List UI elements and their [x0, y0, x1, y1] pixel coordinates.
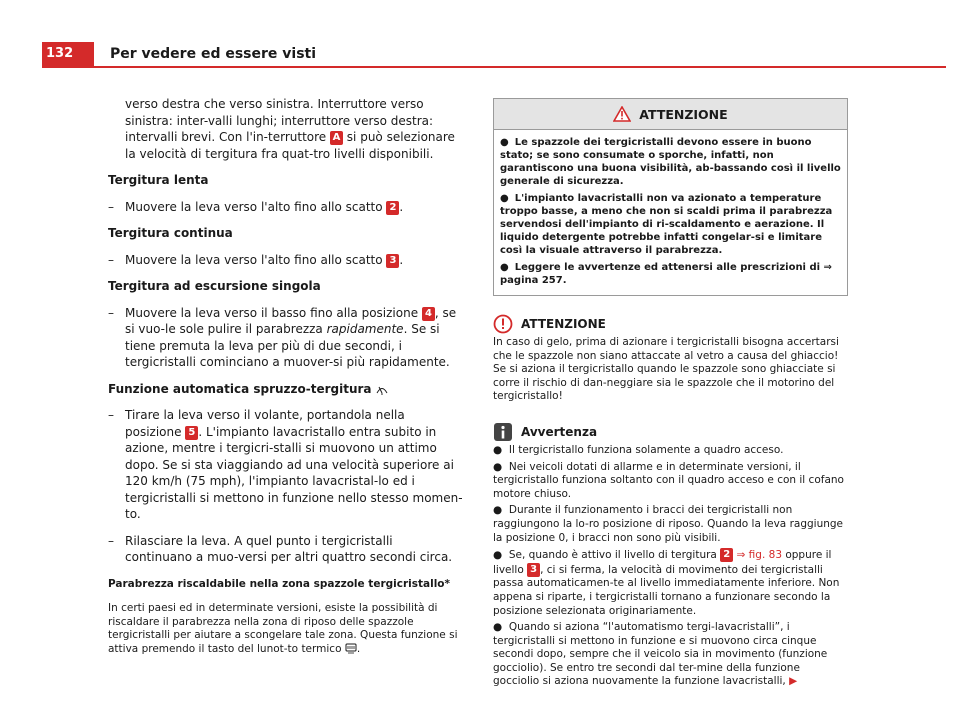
- heated-windscreen-text: In certi paesi ed in determinate versioni, esiste la possibilità di riscaldare il parabrezza nella zona di riposo delle spazzole tergicristalli per aiutare a scongelare tale zona. Questa funzione si attiva premendo il tasto del lunot-to termico .: [108, 602, 458, 655]
- note-item-text: oppure il livello: [493, 549, 832, 576]
- auto-wash-heading: [108, 381, 463, 398]
- release-step: [108, 533, 463, 566]
- warning-item-text: Leggere le avvertenze ed attenersi alle prescrizioni di: [514, 262, 824, 273]
- warning-item-text: L'impianto lavacristalli non va azionato a temperature troppo basse, a meno che non si scaldi prima il parabrezza servendosi dell'impianto di ri-scaldamento e aerazione. Il liquido detergente potrebbe infatti congelar-si e limitare così la visuale attraverso il parabrezza.: [500, 193, 833, 256]
- note-item-text: Durante il funzionamento i bracci dei tergicristalli non raggiungono la lo-ro posizione di riposo. Quando la leva raggiunge la posizione 0, i bracci non sono più visibili.: [493, 504, 844, 544]
- note-item-text: Il tergicristallo funziona solamente a quadro acceso.: [508, 443, 784, 456]
- info-note-icon: [493, 422, 513, 442]
- warning-item: [500, 261, 841, 287]
- note-item: [493, 548, 848, 618]
- slow-wipe-step: – Muovere la leva verso l'alto fino allo scatto 2 .: [108, 199, 404, 214]
- dash: –: [108, 305, 114, 320]
- single-wipe-italic: rapidamente: [326, 322, 404, 336]
- position-3-badge: 3: [386, 254, 399, 268]
- heated-windscreen-body: In certi paesi ed in determinate versioni, esiste la possibilità di riscaldare il parabrezza nella zona di riposo delle spazzole tergicristalli per aiutare a scongelare tale zona. Questa funzione si attiva premendo il tasto del lunot-to termico: [108, 602, 458, 655]
- continuous-wipe-step: – Muovere la leva verso l'alto fino allo scatto 3 .: [108, 252, 404, 267]
- right-column: [493, 98, 848, 692]
- heated-windscreen-heading: Parabrezza riscaldabile nella zona spazzole tergicristallo*: [108, 577, 451, 590]
- level-2-badge: 2: [720, 548, 733, 562]
- intro-text-2: si può selezionare la velocità di tergitura fra quat-tro livelli disponibili.: [125, 130, 455, 161]
- warning-header: [494, 99, 847, 130]
- note-title: Avvertenza: [521, 424, 598, 439]
- warning-item: [500, 136, 841, 188]
- warning-box: [493, 98, 848, 296]
- warning-item: [500, 192, 841, 257]
- bullet: ●: [500, 137, 509, 148]
- intro-text-1: verso destra che verso sinistra. Interruttore verso sinistra: inter-valli lunghi; interruttore verso destra: intervalli brevi. Con l'in-terruttore: [125, 97, 434, 144]
- note-item-text: Se, quando è attivo il livello di tergitura: [508, 549, 721, 562]
- bullet: ●: [500, 193, 509, 204]
- warning-body: [494, 130, 847, 295]
- note-item-text: , ci si ferma, la velocità di movimento dei tergicristalli passa automaticamen-te al livello immediatamente inferiore. Non appena si riparte, i tergicristalli tornano a funzionare secondo la posizione selezionata originariamente.: [493, 563, 840, 617]
- auto-wash-heading-text: Funzione automatica spruzzo-tergitura: [108, 381, 372, 396]
- single-wipe-text-2: , se si vuo-le sole pulire il parabrezza: [125, 305, 457, 336]
- caution-text: In caso di gelo, prima di azionare i tergicristalli bisogna accertarsi che le spazzole non siano attaccate al vetro a causa del ghiaccio! Se si aziona il tergicristallo quando le spazzole sono ghiacciate si corre il rischio di dan-neggiare sia le spazzole che il motorino del tergicristallo!: [493, 336, 839, 403]
- header-rule: [42, 66, 946, 68]
- dash: –: [108, 199, 114, 214]
- rear-defrost-icon: [345, 643, 357, 654]
- bullet: ●: [493, 621, 503, 634]
- note-item: [493, 504, 848, 545]
- header-title: Per vedere ed essere visti: [110, 46, 317, 62]
- note-header: [493, 422, 848, 442]
- single-wipe-text-1: Muovere la leva verso il basso fino alla posizione: [125, 305, 422, 320]
- warning-triangle-icon: [613, 106, 631, 122]
- page-header: [42, 42, 946, 66]
- switch-a-badge: A: [330, 131, 343, 145]
- continue-arrow-icon: ▶: [789, 675, 798, 688]
- page-257-link[interactable]: ⇒ pagina 257.: [500, 262, 832, 286]
- bullet: ●: [493, 549, 503, 562]
- auto-wash-text-2: . L'impianto lavacristallo entra subito in azione, mentre i tergicri-stalli si muovono un attimo dopo. Se si sta viaggiando ad una velocità superiore ai 120 km/h (75 mph), l'impianto lavacristal-lo ed i tergicristalli si mettono in funzione nello stesso momen-to.: [125, 424, 463, 521]
- intro-paragraph: [108, 96, 463, 162]
- slow-wipe-heading: Tergitura lenta: [108, 173, 209, 187]
- note-item: [493, 461, 848, 502]
- note-item-text: Quando si aziona “l'automatismo tergi-lavacristalli”, i tergicristalli si mettono in funzione e si muovono circa cinque secondi dopo, sempre che il veicolo sia in movimento (funzione gocciolio). Se entro tre secondi dal ter-mine della funzione gocciolio si aziona nuovamente la funzione lavacristalli,: [493, 621, 828, 688]
- single-wipe-heading: Tergitura ad escursione singola: [108, 279, 321, 293]
- warning-item-text: Le spazzole dei tergicristalli devono essere in buono stato; se sono consumate o sporche, infatti, non garantiscono una buona visibilità, ab-bassando così il livello generale di sicurezza.: [500, 137, 841, 187]
- bullet: ●: [493, 504, 503, 517]
- note-item-text: Nei veicoli dotati di allarme e in determinate versioni, il tergicristallo funziona soltanto con il quadro acceso e con il cofano motore chiuso.: [493, 460, 844, 500]
- auto-wash-step: [108, 407, 463, 523]
- bullet: ●: [493, 443, 503, 456]
- continuous-wipe-text: Muovere la leva verso l'alto fino allo scatto: [125, 252, 387, 267]
- page-number: 132: [42, 42, 94, 66]
- position-4-badge: 4: [422, 307, 435, 321]
- continuous-wipe-heading: Tergitura continua: [108, 226, 233, 240]
- note-item: [493, 444, 848, 458]
- single-wipe-step: [108, 305, 463, 371]
- position-2-badge: 2: [386, 201, 399, 215]
- position-5-badge: 5: [185, 426, 198, 440]
- release-text: Rilasciare la leva. A quel punto i tergicristalli continuano a muo-versi per altri quattro secondi circa.: [125, 533, 453, 564]
- dash: –: [108, 252, 114, 267]
- auto-wash-text-1: Tirare la leva verso il volante, portandola nella posizione: [125, 408, 405, 439]
- bullet: ●: [500, 262, 509, 273]
- fig-83-link[interactable]: ⇒ fig. 83: [736, 549, 782, 562]
- washer-wiper-icon: [376, 383, 388, 395]
- caution-title: ATTENZIONE: [521, 317, 606, 331]
- dash: –: [108, 408, 114, 422]
- level-3-badge: 3: [527, 563, 540, 577]
- slow-wipe-text: Muovere la leva verso l'alto fino allo scatto: [125, 199, 387, 214]
- bullet: ●: [493, 460, 503, 473]
- single-wipe-text-3: . Se si tiene premuta la leva per più di due secondi, i tergicristalli cominciano a muover-si più rapidamente.: [125, 322, 450, 369]
- note-item: [493, 621, 848, 689]
- caution-circle-icon: [493, 314, 513, 334]
- caution-header: [493, 314, 848, 334]
- left-column: [108, 96, 463, 666]
- warning-title: ATTENZIONE: [639, 106, 728, 122]
- dash: –: [108, 533, 114, 548]
